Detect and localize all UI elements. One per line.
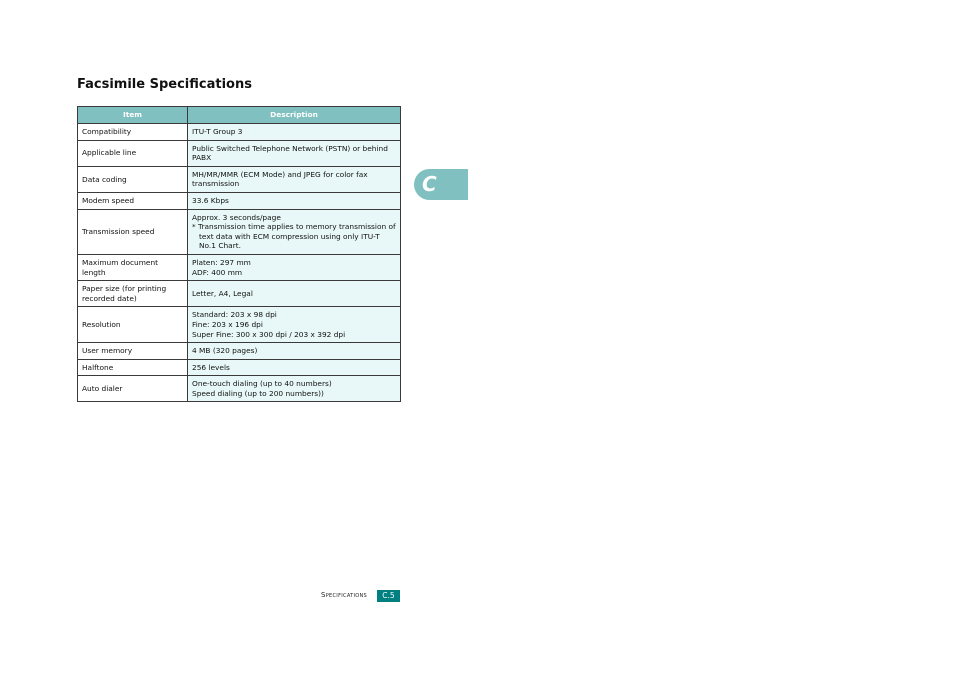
description-line: PABX: [192, 153, 212, 163]
description-line: 33.6 Kbps: [192, 195, 229, 205]
table-cell-description: [188, 343, 401, 360]
description-line: Approx. 3 seconds/page: [192, 212, 281, 222]
table-cell-description: [188, 376, 401, 402]
table-row: [78, 124, 401, 141]
table-cell-item: Applicable line: [78, 140, 188, 166]
chapter-tab-letter: C: [422, 172, 437, 196]
page-title: Facsimile Specifications: [77, 77, 252, 92]
table-cell-item: Halftone: [78, 359, 188, 376]
table-cell-item: Paper size (for printing recorded date): [78, 281, 188, 307]
table-cell-description: [188, 124, 401, 141]
description-line: ITU-T Group 3: [192, 127, 243, 136]
table-cell-item: Auto dialer: [78, 376, 188, 402]
description-line: ADF: 400 mm: [192, 267, 243, 277]
description-line: * Transmission time applies to memory transmission of text data with ECM compression using only ITU-T No.1 Chart.: [192, 222, 396, 251]
description-line: Platen: 297 mm: [192, 257, 251, 267]
table-cell-description: [188, 307, 401, 343]
table-cell-description: [188, 281, 401, 307]
description-line: 4 MB (320 pages): [192, 346, 258, 356]
table-cell-item: Data coding: [78, 166, 188, 192]
table-cell-description: [188, 209, 401, 254]
description-line: Letter, A4, Legal: [192, 288, 253, 298]
table-cell-item: Modem speed: [78, 192, 188, 209]
table-row: [78, 140, 401, 166]
description-line: Speed dialing (up to 200 numbers)): [192, 388, 324, 398]
table-header-row: [78, 107, 401, 124]
chapter-tab: [414, 169, 468, 200]
table-cell-description: [188, 359, 401, 376]
description-line: Public Switched Telephone Network (PSTN) or behind: [192, 143, 388, 153]
table-row: [78, 343, 401, 360]
table-row: [78, 254, 401, 280]
table-cell-item: Transmission speed: [78, 209, 188, 254]
table-body: [78, 124, 401, 402]
table-row: [78, 209, 401, 254]
description-line: Fine: 203 x 196 dpi: [192, 319, 263, 329]
description-line: Super Fine: 300 x 300 dpi / 203 x 392 dpi: [192, 329, 346, 339]
table-row: [78, 166, 401, 192]
table-row: [78, 281, 401, 307]
table-cell-description: [188, 140, 401, 166]
table-cell-item: Maximum document length: [78, 254, 188, 280]
footer-page-number: C.5: [377, 590, 400, 602]
column-header-item: Item: [78, 107, 188, 124]
table-row: [78, 307, 401, 343]
table-cell-item: User memory: [78, 343, 188, 360]
description-line: transmission: [192, 179, 240, 189]
table-row: [78, 376, 401, 402]
table-cell-description: [188, 192, 401, 209]
table-cell-item: Compatibility: [78, 124, 188, 141]
table-cell-item: Resolution: [78, 307, 188, 343]
column-header-description: Description: [188, 107, 401, 124]
table-cell-description: [188, 166, 401, 192]
table-row: [78, 192, 401, 209]
table-cell-description: [188, 254, 401, 280]
description-line: MH/MR/MMR (ECM Mode) and JPEG for color fax: [192, 169, 368, 179]
description-line: 256 levels: [192, 362, 230, 372]
table-row: [78, 359, 401, 376]
description-line: Standard: 203 x 98 dpi: [192, 310, 277, 320]
footer-section-label: Specifications: [321, 591, 368, 599]
spec-table: [77, 106, 401, 402]
description-line: One-touch dialing (up to 40 numbers): [192, 379, 332, 389]
